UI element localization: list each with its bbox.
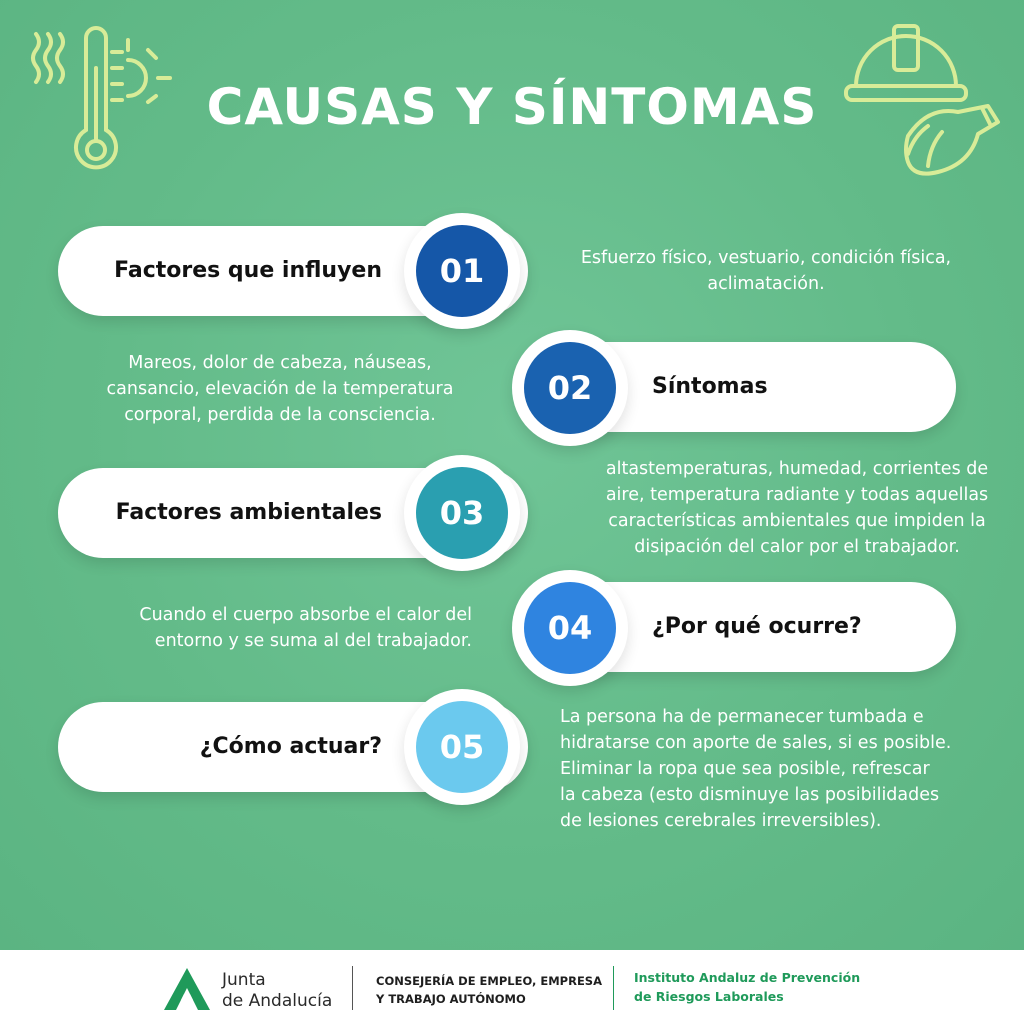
footer-bar	[0, 950, 1024, 1024]
item-label-05: ¿Cómo actuar?	[199, 734, 382, 759]
page-title: CAUSAS Y SÍNTOMAS	[206, 78, 818, 136]
junta-logo-icon	[162, 966, 212, 1012]
number-badge-02: 02	[524, 342, 616, 434]
item-description-02: Mareos, dolor de cabeza, náuseas, cansancio, elevación de la temperatura corporal, perdida de la consciencia.	[106, 353, 454, 425]
number-badge-04: 04	[524, 582, 616, 674]
footer-divider	[352, 966, 353, 1010]
instituto-text: Instituto Andaluz de Prevención de Riesgos Laborales	[634, 970, 861, 1004]
item-label-02: Síntomas	[652, 374, 768, 399]
item-label-01: Factores que influyen	[114, 258, 382, 283]
junta-logo-text: Junta de Andalucía	[222, 970, 333, 1011]
number-badge-05: 05	[416, 701, 508, 793]
item-description-03: altastemperaturas, humedad, corrientes de aire, temperatura radiante y todas aquellas características ambientales que impiden la disipación del calor por el trabajador.	[605, 459, 989, 557]
number-badge-01: 01	[416, 225, 508, 317]
item-label-03: Factores ambientales	[115, 500, 382, 525]
item-description-05: La persona ha de permanecer tumbada e hidratarse con aporte de sales, si es posible. Eliminar la ropa que sea posible, refrescar la cabeza (esto disminuye las posibilidades de lesiones cerebrales irreversibles).	[560, 707, 952, 831]
footer-divider	[613, 966, 614, 1010]
consejeria-text: CONSEJERÍA DE EMPLEO, EMPRESA Y TRABAJO AUTÓNOMO	[376, 974, 602, 1006]
item-description-01: Esfuerzo físico, vestuario, condición física, aclimatación.	[580, 248, 952, 294]
item-description-04: Cuando el cuerpo absorbe el calor del entorno y se suma al del trabajador.	[139, 605, 472, 651]
item-label-04: ¿Por qué ocurre?	[652, 614, 862, 639]
number-badge-03: 03	[416, 467, 508, 559]
